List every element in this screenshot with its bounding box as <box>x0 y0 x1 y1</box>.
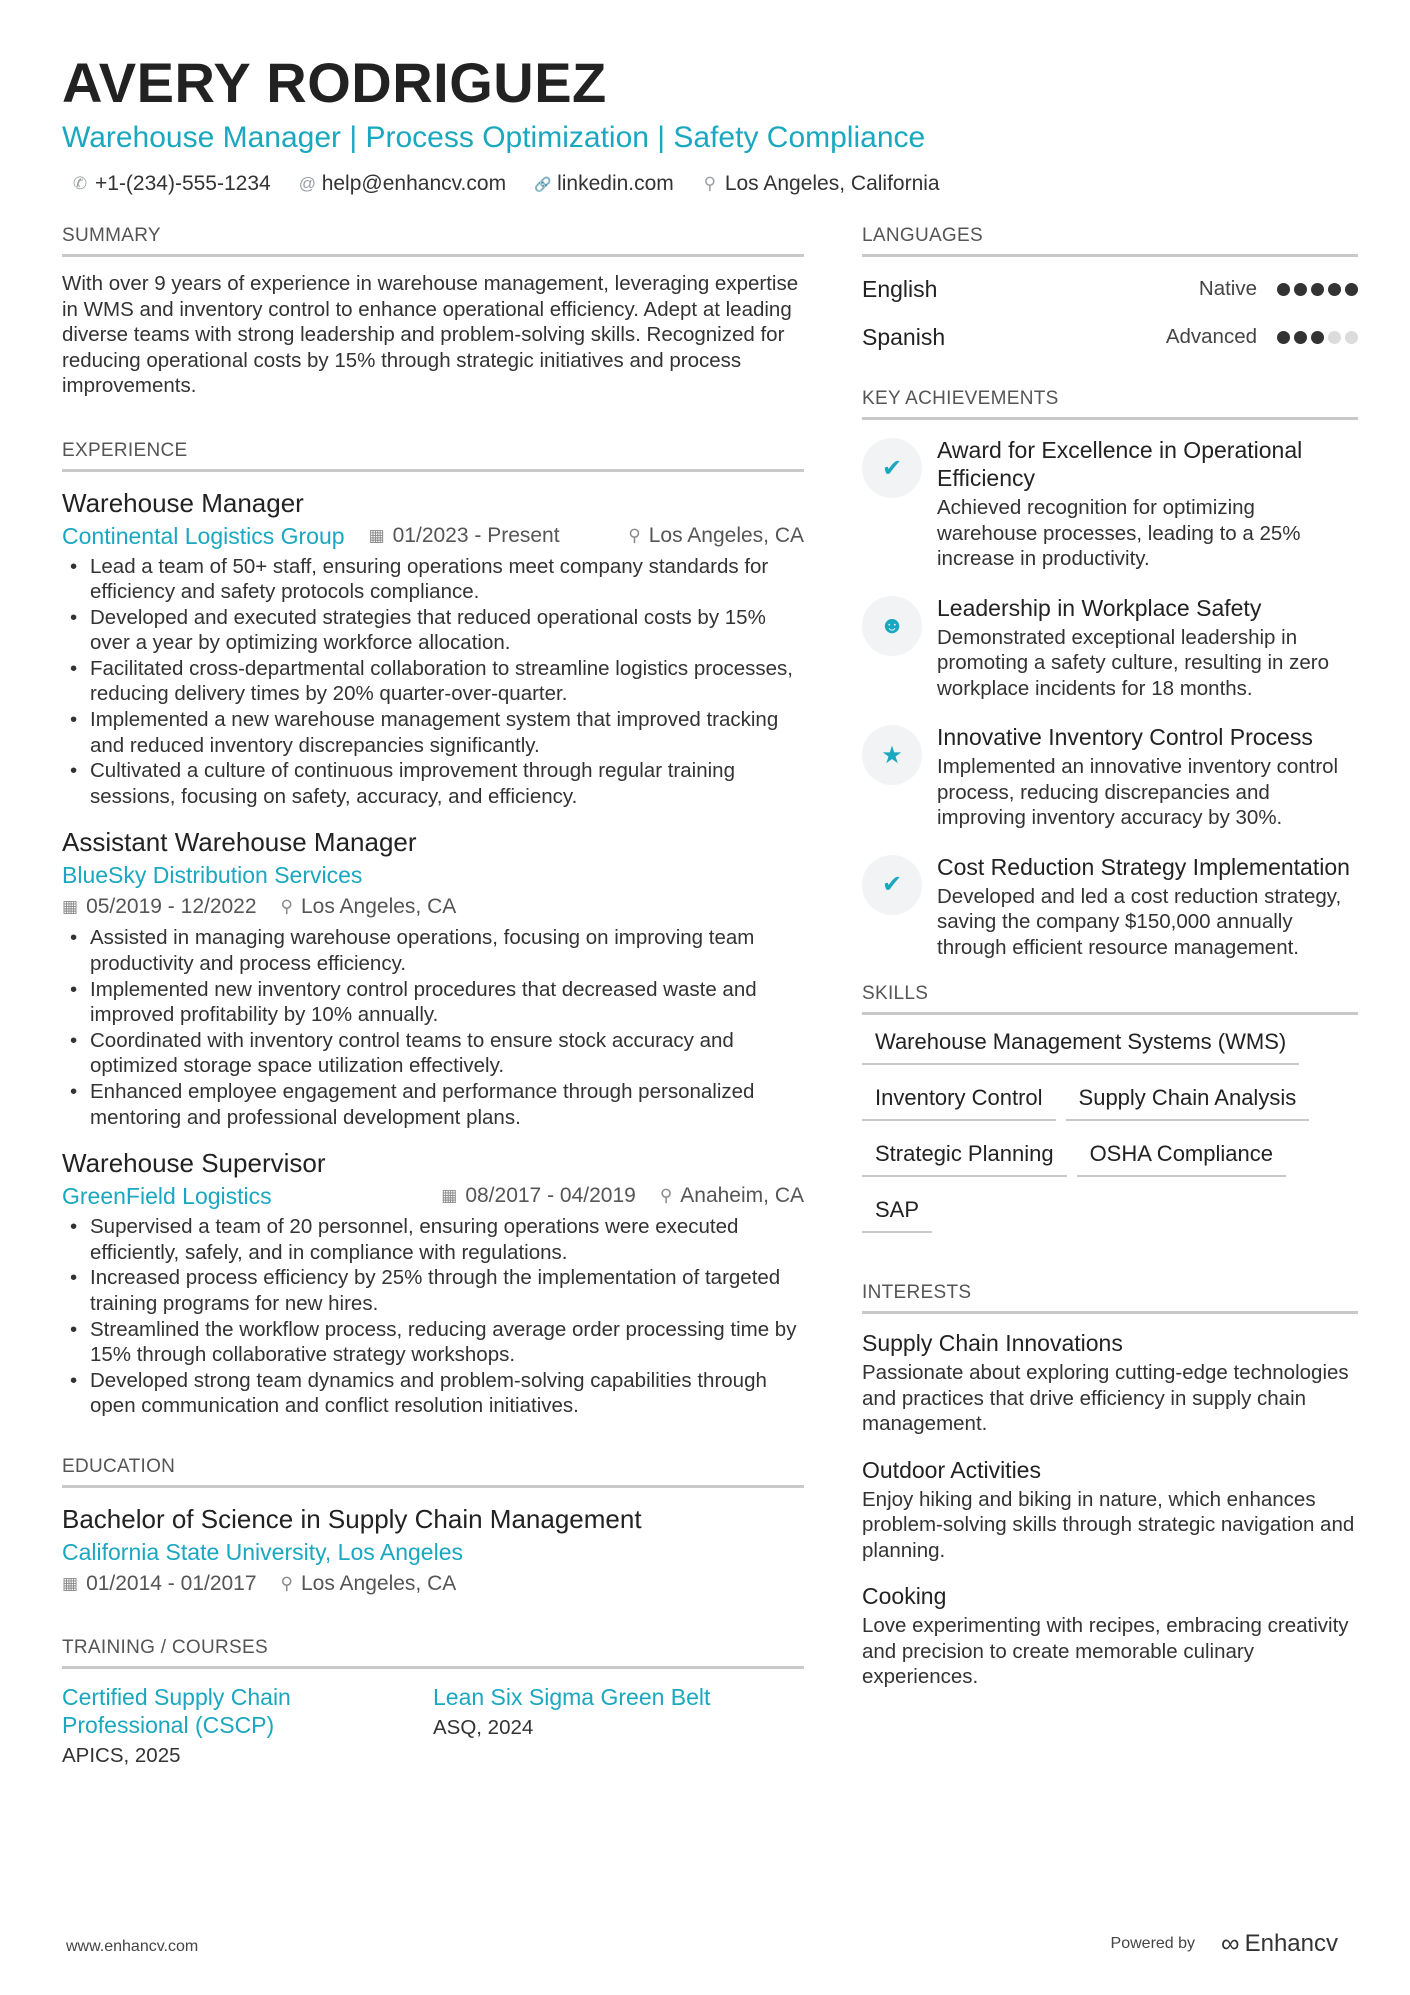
training-item <box>62 1683 433 1771</box>
resume-header <box>62 50 1362 196</box>
candidate-name: AVERY RODRIGUEZ <box>62 51 607 114</box>
achievement-title: Award for Excellence in Operational Efficiency <box>937 437 1303 491</box>
job-location <box>281 891 457 923</box>
job-bullet: • Facilitated cross-departmental collaboration to streamline logistics processes, reducing delivery times by 20% quarter-over-quarter. <box>62 656 804 707</box>
job-dates <box>369 520 560 552</box>
job-location-text: Anaheim, CA <box>680 1184 804 1208</box>
language-level: Native <box>1198 277 1257 300</box>
at-icon: @ <box>298 174 316 193</box>
rating-dot-filled <box>1345 283 1358 296</box>
rating-dot-empty <box>1328 331 1341 344</box>
language-level: Advanced <box>1165 325 1257 348</box>
section-title-education: EDUCATION <box>62 1455 804 1488</box>
language-name: Spanish <box>862 323 946 350</box>
company-name: Continental Logistics Group <box>62 522 345 549</box>
skill-tag: Warehouse Management Systems (WMS) <box>862 1021 1299 1065</box>
training-item <box>433 1683 804 1771</box>
summary-text: With over 9 years of experience in warehouse management, leveraging expertise in WMS and inventory control to enhance operational efficiency. Adept at leading diverse teams with strong leadership and problem-solving skills. Recognized for reducing operational costs by 15% through strategic initiatives and process improvements. <box>62 272 799 397</box>
calendar-icon: ▦ <box>62 897 79 917</box>
job-meta <box>62 891 804 923</box>
job-dates <box>441 1180 636 1212</box>
section-title-interests: INTERESTS <box>862 1281 1358 1314</box>
contact-location <box>702 172 940 196</box>
section-title-summary: SUMMARY <box>62 224 804 257</box>
languages-section <box>862 224 1358 361</box>
contact-phone-text: +1-(234)-555-1234 <box>95 172 271 195</box>
language-rating <box>1273 283 1358 296</box>
job-title: Warehouse Supervisor <box>62 1148 326 1179</box>
interest-title: Supply Chain Innovations <box>862 1330 1123 1356</box>
enhancv-logo-icon: ∞ <box>1221 1928 1237 1958</box>
section-title-experience: EXPERIENCE <box>62 439 804 472</box>
footer-website[interactable]: www.enhancv.com <box>66 1938 199 1955</box>
skill-tag: Supply Chain Analysis <box>1066 1077 1310 1121</box>
interest-title: Cooking <box>862 1583 947 1609</box>
calendar-icon: ▦ <box>368 525 385 545</box>
job-bullets <box>62 1214 804 1419</box>
language-rating <box>1273 331 1358 344</box>
skill-tag: OSHA Compliance <box>1077 1133 1286 1177</box>
footer-branding <box>1111 1928 1338 1959</box>
section-title-skills: SKILLS <box>862 982 1358 1015</box>
link-icon: 🔗 <box>534 175 552 192</box>
phone-icon: ✆ <box>72 174 88 193</box>
calendar-icon: ▦ <box>441 1186 458 1206</box>
job-entry <box>62 825 804 1130</box>
achievement-item <box>862 436 1358 572</box>
enhancv-brand[interactable]: Enhancv <box>1244 1929 1338 1957</box>
job-entry <box>62 486 804 810</box>
location-icon: ⚲ <box>659 1186 673 1206</box>
job-bullet: • Assisted in managing warehouse operations, focusing on improving team productivity and process efficiency. <box>62 925 804 976</box>
skills-list <box>862 1021 1358 1245</box>
education-meta <box>62 1568 804 1600</box>
contact-location-text: Los Angeles, California <box>724 172 940 195</box>
contact-email-text: help@enhancv.com <box>321 172 507 195</box>
location-icon: ⚲ <box>280 897 293 917</box>
achievement-title: Leadership in Workplace Safety <box>937 594 1262 621</box>
job-title: Warehouse Manager <box>62 487 304 518</box>
job-meta <box>62 520 804 552</box>
job-dates-text: 05/2019 - 12/2022 <box>86 895 257 919</box>
language-item <box>862 313 1358 361</box>
job-bullet: • Supervised a team of 20 personnel, ensuring operations were executed efficiently, safely, and in compliance with regulations. <box>62 1214 804 1265</box>
achievement-item <box>862 853 1358 961</box>
job-meta <box>62 1180 804 1212</box>
location-icon: ⚲ <box>628 525 641 545</box>
language-item <box>862 265 1358 313</box>
skill-tag: Strategic Planning <box>862 1133 1067 1177</box>
job-bullet: • Streamlined the workflow process, reducing average order processing time by 15% through collaborative strategy workshops. <box>62 1317 804 1368</box>
job-location-text: Los Angeles, CA <box>301 895 457 919</box>
job-bullet: • Developed and executed strategies that reduced operational costs by 15% over a year by optimizing workforce allocation. <box>62 605 804 656</box>
star-icon: ★ <box>862 725 922 785</box>
achievement-desc: Implemented an innovative inventory control process, reducing discrepancies and improving inventory accuracy by 30%. <box>937 755 1339 829</box>
training-section <box>62 1636 804 1771</box>
contact-linkedin[interactable] <box>534 172 674 196</box>
school-name: California State University, Los Angeles <box>62 1538 463 1565</box>
training-provider: APICS, 2025 <box>62 1743 181 1767</box>
training-name: Lean Six Sigma Green Belt <box>433 1683 711 1710</box>
contact-linkedin-text: linkedin.com <box>557 172 674 195</box>
powered-by-text: Powered by <box>1110 1934 1196 1952</box>
job-dates-text: 08/2017 - 04/2019 <box>465 1184 636 1208</box>
achievement-desc: Developed and led a cost reduction strategy, saving the company $150,000 annually through efficient resource management. <box>937 884 1342 959</box>
job-dates <box>62 891 257 923</box>
school-row <box>62 1536 804 1568</box>
job-bullet: • Implemented new inventory control procedures that decreased waste and improved profitability by 10% annually. <box>62 977 804 1028</box>
job-location <box>628 520 804 552</box>
rating-dot-filled <box>1311 331 1324 344</box>
achievements-section <box>862 387 1358 960</box>
education-dates-text: 01/2014 - 01/2017 <box>86 1571 257 1595</box>
training-name: Certified Supply Chain Professional (CSCP) <box>62 1683 291 1738</box>
rating-dot-empty <box>1345 331 1358 344</box>
job-bullet: • Coordinated with inventory control teams to ensure stock accuracy and optimized storage space utilization effectively. <box>62 1028 804 1079</box>
company-name: GreenField Logistics <box>62 1183 272 1210</box>
contact-phone[interactable] <box>72 172 271 196</box>
interest-desc: Enjoy hiking and biking in nature, which enhances problem-solving skills through strategic navigation and planning. <box>862 1487 1355 1562</box>
right-column <box>862 224 1358 1708</box>
skill-tag: SAP <box>862 1189 932 1233</box>
rating-dot-filled <box>1277 331 1290 344</box>
education-location <box>281 1568 457 1600</box>
rating-dot-filled <box>1294 331 1307 344</box>
job-bullet: • Implemented a new warehouse management system that improved tracking and reduced inventory discrepancies significantly. <box>62 707 804 758</box>
job-bullet: • Developed strong team dynamics and problem-solving capabilities through open communication and conflict resolution initiatives. <box>62 1368 804 1419</box>
interest-title: Outdoor Activities <box>862 1456 1041 1483</box>
job-location <box>660 1180 804 1212</box>
degree-title: Bachelor of Science in Supply Chain Management <box>62 1503 642 1534</box>
rating-dot-filled <box>1328 283 1341 296</box>
interest-item <box>862 1581 1358 1690</box>
achievement-item <box>862 723 1358 831</box>
education-dates <box>62 1568 257 1600</box>
training-list <box>62 1683 804 1771</box>
achievement-title: Innovative Inventory Control Process <box>937 724 1313 750</box>
rating-dot-filled <box>1311 283 1324 296</box>
education-section <box>62 1455 804 1600</box>
interest-item <box>862 1455 1358 1564</box>
interests-section <box>862 1281 1358 1690</box>
job-bullets <box>62 925 804 1130</box>
job-bullet: • Enhanced employee engagement and performance through personalized mentoring and professional development plans. <box>62 1079 804 1130</box>
achievement-title: Cost Reduction Strategy Implementation <box>937 853 1350 880</box>
checkmark-icon: ✔ <box>862 438 922 498</box>
job-bullet: • Increased process efficiency by 25% through the implementation of targeted training programs for new hires. <box>62 1265 804 1316</box>
company-name: BlueSky Distribution Services <box>62 862 363 889</box>
head-icon: ☻ <box>862 596 922 656</box>
section-title-languages: LANGUAGES <box>862 224 1358 257</box>
job-bullets <box>62 554 804 810</box>
achievement-item <box>862 594 1358 702</box>
calendar-icon: ▦ <box>62 1573 79 1593</box>
job-entry <box>62 1146 804 1419</box>
candidate-headline: Warehouse Manager | Process Optimization | Safety Compliance <box>62 121 926 154</box>
rating-dot-filled <box>1277 283 1290 296</box>
experience-section <box>62 439 804 1419</box>
checkmark-icon: ✔ <box>862 855 922 915</box>
left-column <box>62 224 804 1771</box>
job-title: Assistant Warehouse Manager <box>62 827 417 858</box>
job-location-text: Los Angeles, CA <box>648 523 804 547</box>
interest-desc: Love experimenting with recipes, embracing creativity and precision to create memorable culinary experiences. <box>862 1614 1349 1688</box>
skill-tag: Inventory Control <box>862 1077 1056 1121</box>
section-title-achievements: KEY ACHIEVEMENTS <box>862 387 1358 420</box>
job-company-row <box>62 859 804 891</box>
location-icon: ⚲ <box>280 1573 293 1593</box>
job-bullet: • Cultivated a culture of continuous improvement through regular training sessions, focusing on safety, accuracy, and efficiency. <box>62 758 804 809</box>
location-icon: ⚲ <box>703 174 717 193</box>
job-dates-text: 01/2023 - Present <box>392 523 560 547</box>
training-provider: ASQ, 2024 <box>433 1715 534 1739</box>
summary-section <box>62 224 804 399</box>
achievement-desc: Achieved recognition for optimizing warehouse processes, leading to a 25% increase in productivity. <box>937 496 1301 570</box>
achievement-desc: Demonstrated exceptional leadership in promoting a safety culture, resulting in zero workplace incidents for 18 months. <box>937 625 1329 700</box>
rating-dot-filled <box>1294 283 1307 296</box>
section-title-training: TRAINING / COURSES <box>62 1636 804 1669</box>
interest-item <box>862 1328 1358 1437</box>
skills-section <box>862 982 1358 1245</box>
job-bullet: • Lead a team of 50+ staff, ensuring operations meet company standards for efficiency and safety protocols compliance. <box>62 554 804 605</box>
education-location-text: Los Angeles, CA <box>301 1571 457 1595</box>
interest-desc: Passionate about exploring cutting-edge technologies and practices that drive efficiency in supply chain management. <box>862 1361 1349 1435</box>
contact-email[interactable] <box>299 172 506 196</box>
language-name: English <box>862 275 938 302</box>
contact-row <box>72 172 1362 196</box>
